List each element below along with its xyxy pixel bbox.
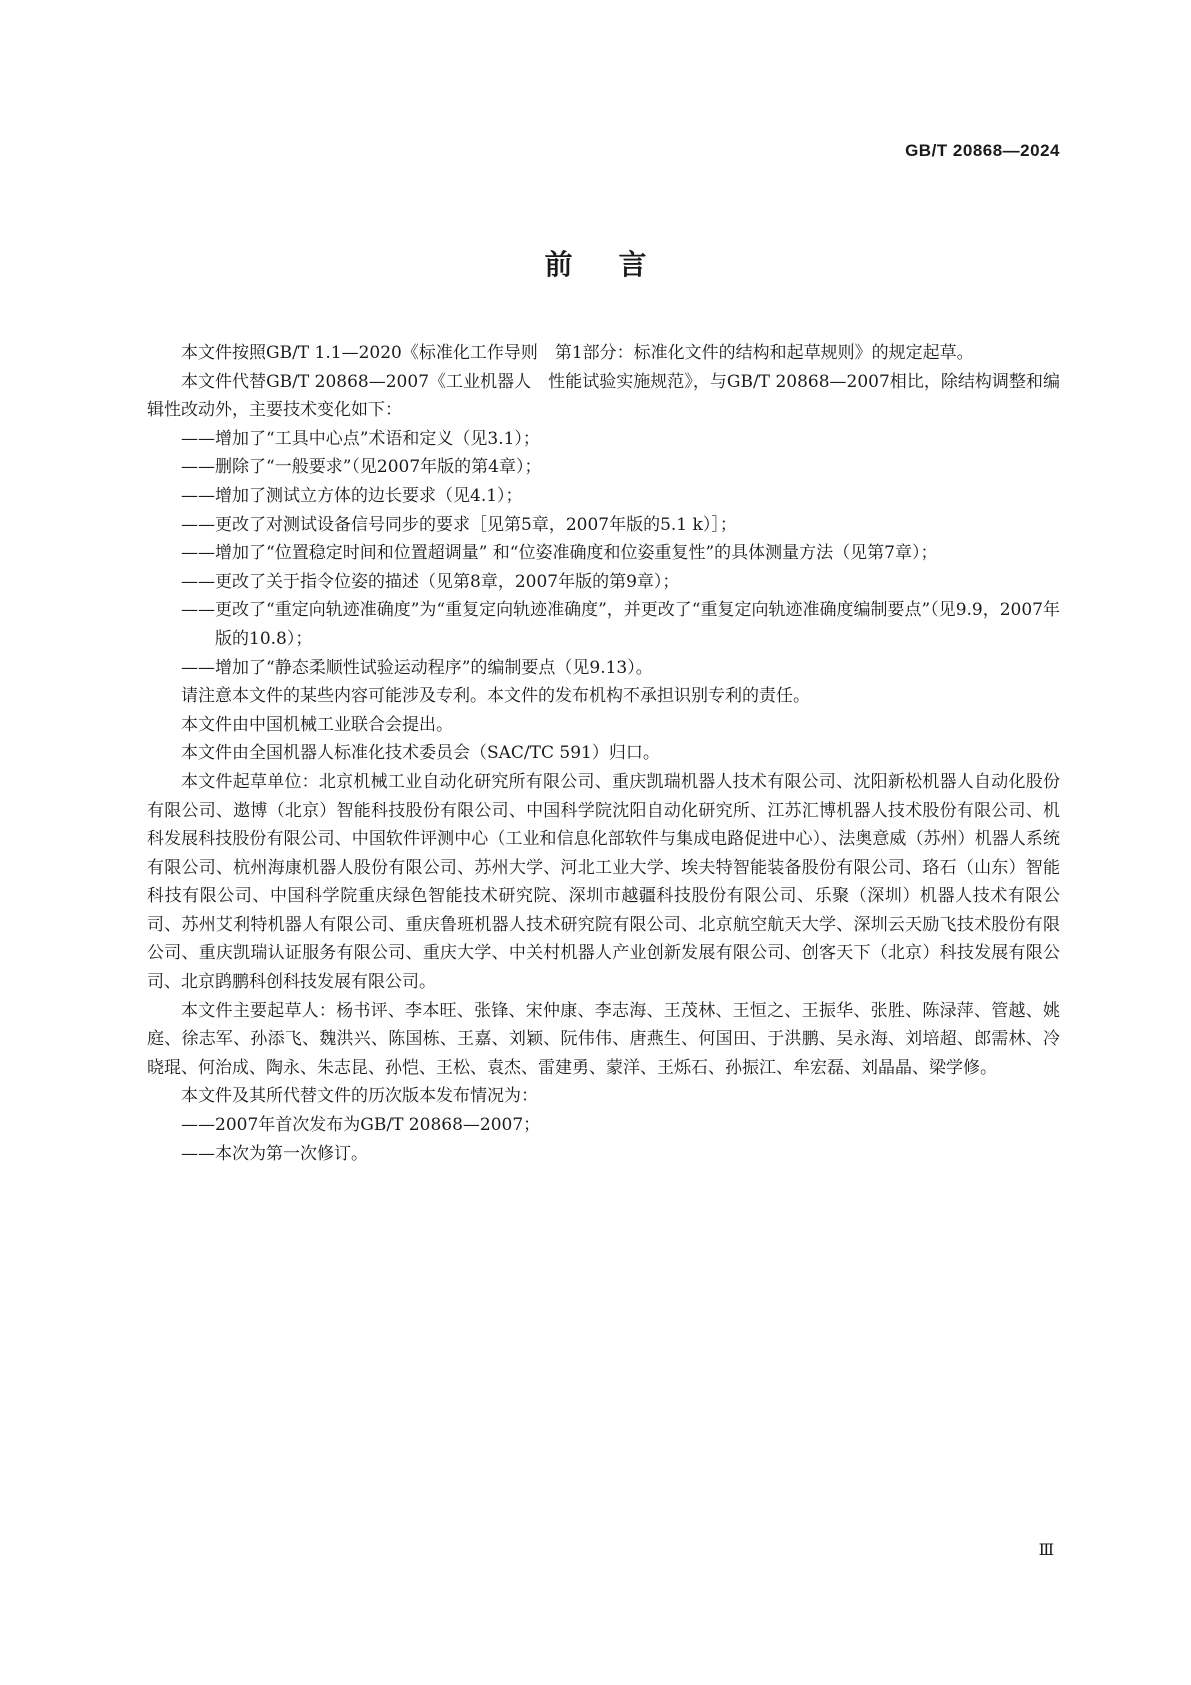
change-item: —— 增加了测试立方体的边长要求（见4.1）； bbox=[147, 482, 1060, 511]
change-item: —— 删除了“一般要求”（见2007年版的第4章）； bbox=[147, 453, 1060, 482]
paragraph-committee: 本文件由全国机器人标准化技术委员会（SAC/TC 591）归口。 bbox=[181, 743, 660, 764]
page-number: Ⅲ bbox=[1038, 1540, 1054, 1559]
paragraph-drafters: 本文件主要起草人：杨书评、李本旺、张锋、宋仲康、李志海、王茂林、王恒之、王振华、张胜、陈渌萍、管越、姚庭、徐志军、孙添飞、魏洪兴、陈国栋、王嘉、刘颖、阮伟伟、唐燕生、何国田、于洪鹏、吴永海、刘培超、郎需林、冷晓琨、何治成、陶永、朱志昆、孙恺、王松、袁杰、雷建勇、蒙洋、王烁石、孙振江、牟宏磊、刘晶晶、梁学修。 bbox=[147, 1000, 1060, 1078]
paragraph-drafting-rules: 本文件按照GB/T 1.1—2020《标准化工作导则 第1部分：标准化文件的结构和起草规则》的规定起草。 bbox=[181, 343, 974, 363]
paragraph-drafting-units: 本文件起草单位：北京机械工业自动化研究所有限公司、重庆凯瑞机器人技术有限公司、沈阳新松机器人自动化股份有限公司、遨博（北京）智能科技股份有限公司、中国科学院沈阳自动化研究所、江苏汇博机器人技术股份有限公司、机科发展科技股份有限公司、中国软件评测中心（工业和信息化部软件与集成电路促进中心）、法奥意威（苏州）机器人系统有限公司、杭州海康机器人股份有限公司、苏州大学、河北工业大学、埃夫特智能装备股份有限公司、珞石（山东）智能科技有限公司、中国科学院重庆绿色智能技术研究院、深圳市越疆科技股份有限公司、乐聚（深圳）机器人技术有限公司、苏州艾利特机器人有限公司、重庆鲁班机器人技术研究院有限公司、北京航空航天大学、深圳云天励飞技术股份有限公司、重庆凯瑞认证服务有限公司、重庆大学、中关村机器人产业创新发展有限公司、创客天下（北京）科技发展有限公司、北京鹍鹏科创科技发展有限公司。 bbox=[147, 771, 1060, 993]
change-item: —— 更改了关于指令位姿的描述（见第8章，2007年版的第9章）； bbox=[147, 568, 1060, 597]
history-item: —— 本次为第一次修订。 bbox=[147, 1140, 1060, 1169]
paragraph-proposer: 本文件由中国机械工业联合会提出。 bbox=[181, 714, 453, 735]
paragraph-history-intro: 本文件及其所代替文件的历次版本发布情况为： bbox=[181, 1086, 538, 1107]
change-item: —— 增加了“静态柔顺性试验运动程序”的编制要点（见9.13）。 bbox=[147, 654, 1060, 683]
paragraph-replacement: 本文件代替GB/T 20868—2007《工业机器人 性能试验实施规范》，与GB/T 20868—2007相比，除结构调整和编辑性改动外，主要技术变化如下： bbox=[147, 371, 1060, 421]
history-item: —— 2007年首次发布为GB/T 20868—2007； bbox=[147, 1111, 1060, 1140]
change-item: —— 更改了对测试设备信号同步的要求［见第5章，2007年版的5.1 k）］； bbox=[147, 511, 1060, 540]
standard-number: GB/T 20868—2024 bbox=[905, 141, 1060, 160]
change-item: —— 更改了“重定向轨迹准确度”为“重复定向轨迹准确度”，并更改了“重复定向轨迹准确度编制要点”（见9.9，2007年版的10.8）； bbox=[147, 596, 1060, 653]
change-item: —— 增加了“工具中心点”术语和定义（见3.1）； bbox=[147, 425, 1060, 454]
paragraph-patent-notice: 请注意本文件的某些内容可能涉及专利。本文件的发布机构不承担识别专利的责任。 bbox=[181, 686, 810, 707]
change-item: —— 增加了“位置稳定时间和位置超调量” 和“位姿准确度和位姿重复性”的具体测量方法（见第7章）； bbox=[147, 539, 1060, 568]
page-title: 前言 bbox=[544, 248, 693, 281]
document-body bbox=[147, 339, 1060, 1168]
